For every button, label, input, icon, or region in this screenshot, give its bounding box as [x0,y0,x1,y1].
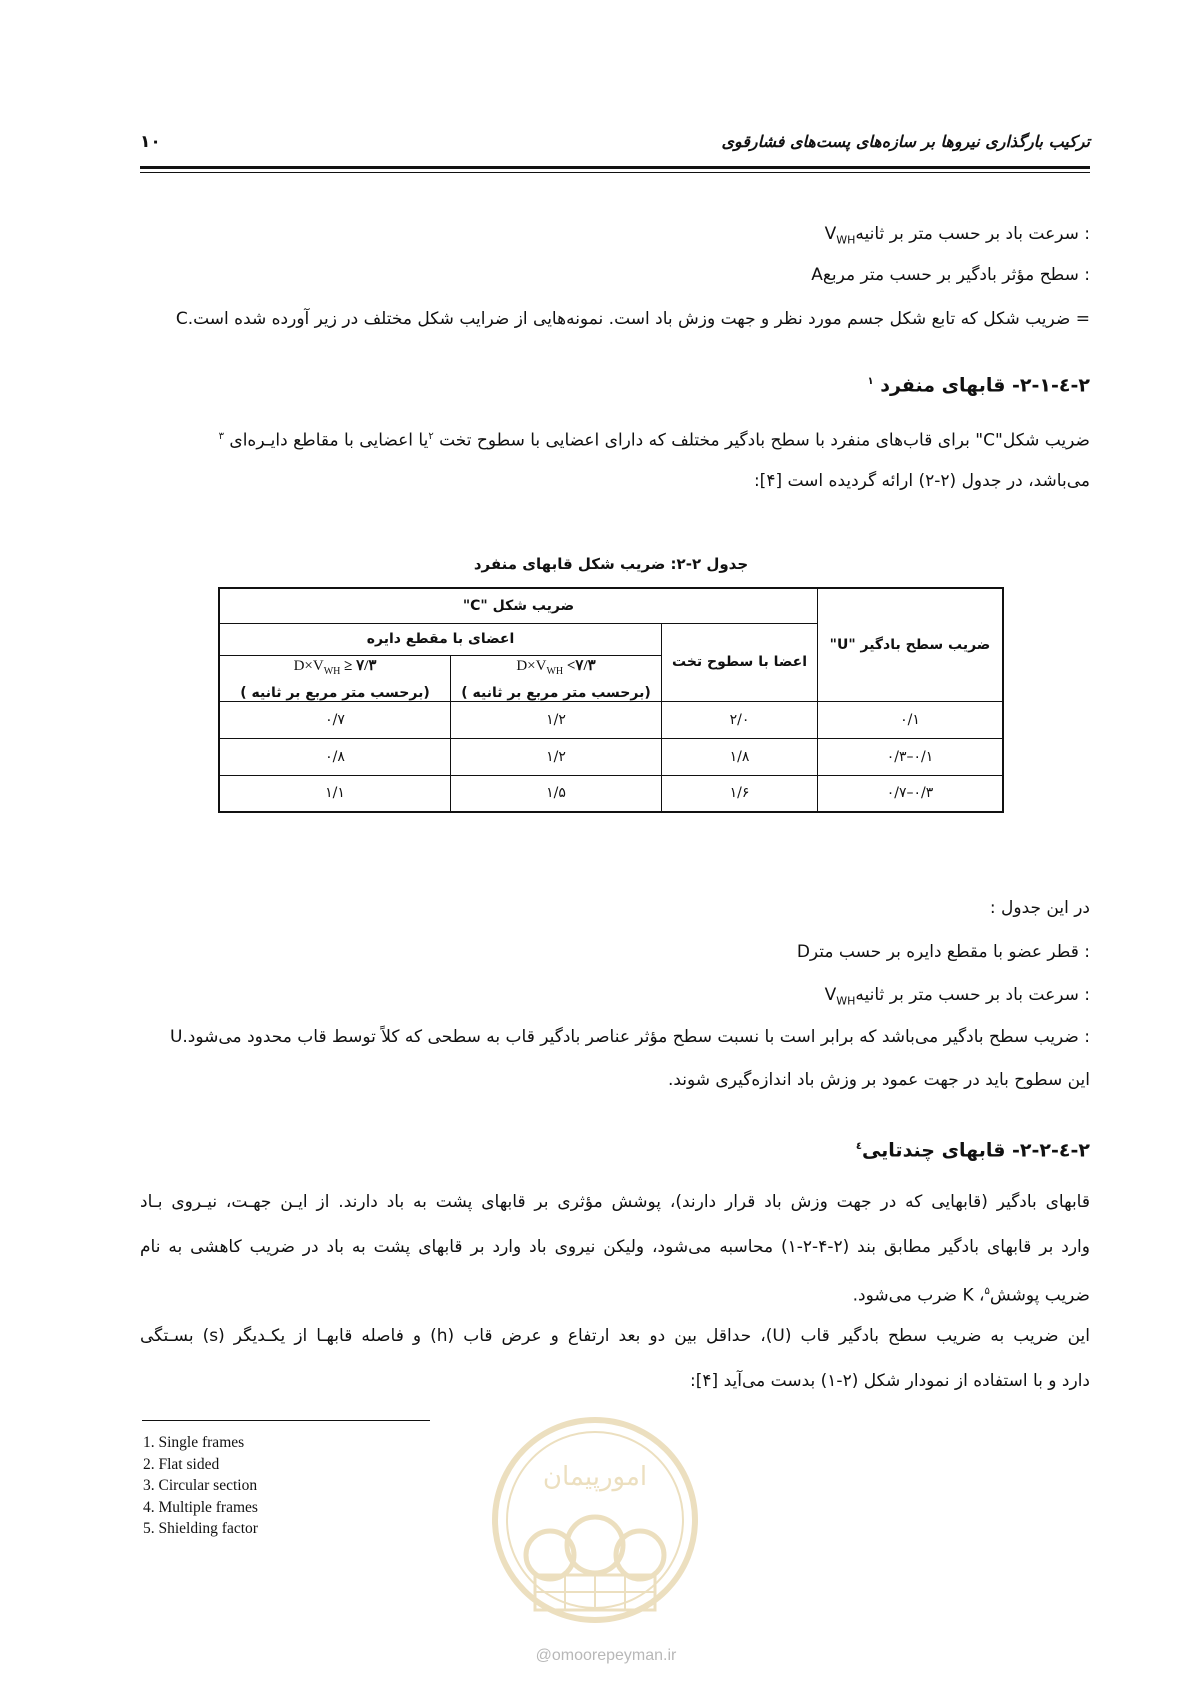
paragraph-single-frames-line2: می‌باشد، در جدول (۲-۲) ارائه گردیده است [۴]: [753,471,1090,491]
paragraph-single-frames-line1: ضریب شکل"C" برای قاب‌های منفرد با سطح بادگیر مختلف که دارای اعضایی با سطوح تخت $^۲$یا اعضایی با مقاطع دایـره‌ای $^۳$ [218,430,1090,451]
cell-circular-lt: ۱/۲ [451,738,662,775]
definition-vwh-2: $V_{WH}$: سرعت باد بر حسب متر بر ثانیه [824,985,1090,1008]
header-circular-ge: $D\times V_{WH}$ ≥ ۷/۳ (برحسب متر مربع بر ثانیه ) [219,655,451,701]
cell-flat: ۲/۰ [662,701,818,738]
paragraph-multiple-frames-line4: این ضریب به ضریب سطح بادگیر قاب (U)، حداقل بین دو بعد ارتفاع و عرض قاب (h) و فاصله قابهـا از یکـدیگر (s) بسـتگی [140,1326,1090,1346]
definition-u-cont: این سطوح باید در جهت عمود بر وزش باد اندازه‌گیری شوند. [667,1070,1090,1090]
header-area-coefficient: ضریب سطح بادگیر "U" [818,588,1004,701]
footnote-4: 4. Multiple frames [143,1498,258,1516]
paragraph-multiple-frames-line1: قابهای بادگیر (قابهایی که در جهت وزش باد قرار دارند)، پوشش مؤثری بر قابهای پشت به باد دارند. از ایـن جهـت، نیـروی بـاد [140,1192,1090,1212]
paragraph-multiple-frames-line5: دارد و با استفاده از نمودار شکل (۲-۱) بدست می‌آید [۴]: [690,1371,1090,1391]
cell-u: ۰/۳–۰/۷ [818,775,1004,812]
cell-u: ۰/۱ [818,701,1004,738]
shape-coefficient-table [218,587,1004,813]
section-heading-single-frames: ۲-٤-۲-۱- قابهای منفرد $^۱$ [867,374,1090,397]
definition-u: U: ضریب سطح بادگیر می‌باشد که برابر است با نسبت سطح مؤثر عناصر بادگیر قاب به سطحی که کلاً توسط قاب محدود می‌شود. [169,1027,1090,1047]
table-legend-intro: در این جدول : [989,898,1090,918]
section-heading-multiple-frames: ۲-٤-۲-۲- قابهای چندتایی$^٤$ [855,1139,1090,1162]
cell-circular-ge: ۱/۱ [219,775,451,812]
footnote-5: 5. Shielding factor [143,1520,258,1537]
watermark-logo-icon [480,1405,710,1635]
header-circular-section: اعضای با مقطع دایره [219,623,662,655]
definition-d: D: قطر عضو با مقطع دایره بر حسب متر [796,942,1090,962]
header-circular-lt: $D\times V_{WH}$ <۷/۳ (برحسب متر مربع بر ثانیه ) [451,655,662,701]
paragraph-multiple-frames-line3: ضریب پوشش$^۵$، K ضرب می‌شود. [852,1285,1090,1306]
watermark-text: @omoorepeyman.ir [535,1647,677,1664]
footnote-3: 3. Circular section [143,1477,258,1494]
cell-circular-ge: ۰/۷ [219,701,451,738]
cell-flat: ۱/۸ [662,738,818,775]
definition-c: C= ضریب شکل که تابع شکل جسم مورد نظر و جهت وزش باد است. نمونه‌هایی از ضرایب شکل مختلف در زیر آورده شده است. [175,309,1090,329]
cell-circular-lt: ۱/۲ [451,701,662,738]
table-caption: جدول ۲-۲: ضریب شکل قابهای منفرد [473,555,749,573]
table-row [219,775,1003,812]
cell-u: ۰/۱–۰/۳ [818,738,1004,775]
footnote-2: 2. Flat sided [143,1455,220,1473]
svg-text:امورپیمان: امورپیمان [542,1462,648,1492]
paragraph-multiple-frames-line2: وارد بر قابهای بادگیر مطابق بند (۲-۴-۲-۱) محاسبه می‌شود، ولیکن نیروی باد وارد بر قابهای پشت به باد در ضریب کاهشی به نام [140,1237,1090,1257]
definition-vwh: $V_{WH}$: سرعت باد بر حسب متر بر ثانیه [824,224,1090,247]
table-row [219,701,1003,738]
footnote-divider [142,1420,430,1421]
footnote-1: 1. Single frames [143,1434,245,1451]
header-shape-coefficient: ضریب شکل "C" [219,588,818,623]
table-row [219,738,1003,775]
running-title: ترکیب بارگذاری نیروها بر سازه‌های پست‌های فشارقوی [721,132,1090,151]
footnotes [143,1432,258,1540]
page-header [140,126,1090,169]
page-number: ۱۰ [140,132,161,152]
header-flat-sided: اعضا با سطوح تخت [662,623,818,701]
cell-circular-ge: ۰/۸ [219,738,451,775]
definition-a: A: سطح مؤثر بادگیر بر حسب متر مربع [811,265,1090,285]
cell-circular-lt: ۱/۵ [451,775,662,812]
cell-flat: ۱/۶ [662,775,818,812]
